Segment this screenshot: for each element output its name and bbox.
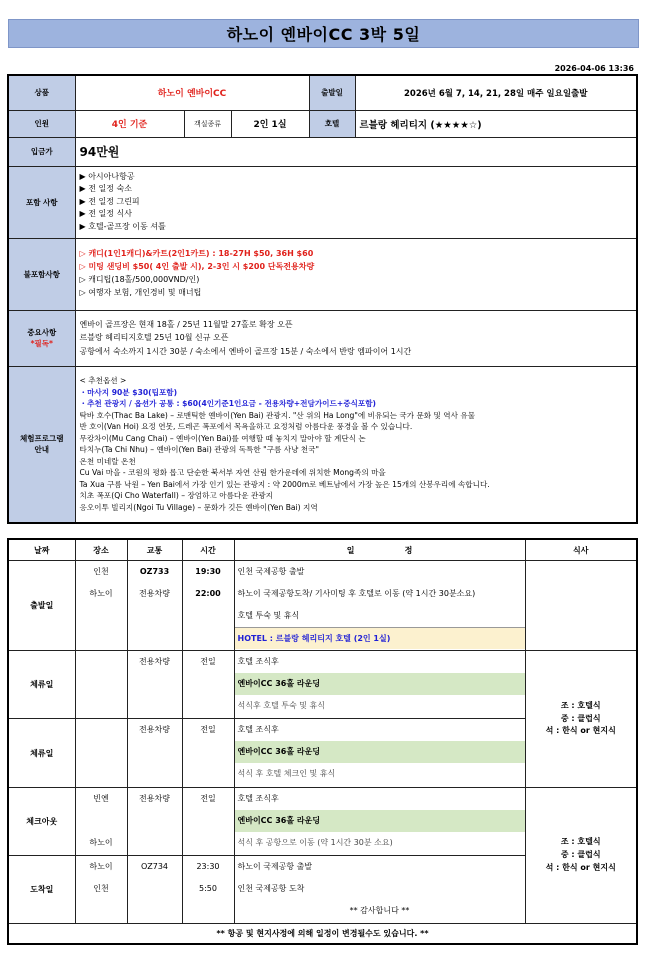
info-table — [7, 74, 638, 524]
thanks-note: ** 감사합니다 ** — [349, 906, 410, 915]
experience-label: 체험프로그램 안내 — [8, 366, 75, 523]
day-label: 도착일 — [8, 856, 75, 924]
meal-lunch: 중 : 클럽식 — [560, 850, 601, 860]
time: 23:30 — [196, 862, 220, 871]
itinerary-item: 인천 국제공항 도착 — [237, 884, 305, 893]
experience-item: 응오이투 빌리지(Ngoi Tu Village) – 문화가 깃든 옌바이(Yen Bai) 지역 — [79, 502, 318, 512]
itinerary-item: 인천 국제공항 출발 — [237, 567, 305, 576]
day-itinerary — [234, 719, 525, 788]
page-title: 하노이 옌바이CC 3박 5일 — [8, 19, 639, 48]
place: 인천 — [93, 567, 109, 576]
place: 빈옌 — [93, 794, 109, 803]
departure-value: 2026년 6월 7, 14, 21, 28일 매주 일요일출발 — [355, 75, 637, 110]
excluded-list — [75, 238, 637, 310]
important-item: 르블랑 헤리티지호텔 25년 10월 신규 오픈 — [79, 333, 229, 343]
day-transport — [127, 651, 182, 719]
day-meal — [525, 788, 637, 924]
day-times — [182, 651, 234, 719]
time: 전일 — [200, 725, 216, 734]
day-transport — [127, 719, 182, 788]
print-date: 2026-04-06 13:36 — [554, 64, 634, 73]
time: 5:50 — [199, 884, 217, 893]
day-places — [75, 788, 127, 856]
itinerary-item: 석식 후 공항으로 이동 (약 1시간 30분 소요) — [237, 838, 393, 847]
golf-highlight: 옌바이CC 36홀 라운딩 — [235, 810, 525, 832]
hotel-label: 호텔 — [309, 110, 355, 137]
included-label: 포함 사항 — [8, 166, 75, 238]
day-transport — [127, 561, 182, 651]
day-label: 출발일 — [8, 561, 75, 651]
departure-label: 출발일 — [309, 75, 355, 110]
day-itinerary — [234, 788, 525, 856]
important-list — [75, 310, 637, 366]
meal-dinner: 석 : 한식 or 현지식 — [545, 862, 616, 872]
golf-highlight: 옌바이CC 36홀 라운딩 — [235, 673, 525, 695]
excluded-item: ▷ 미팅 샌딩비 $50( 4인 출발 시), 2-3인 시 $200 단독전용차량 — [79, 262, 315, 272]
day-times — [182, 719, 234, 788]
meal-breakfast: 조 : 호텔식 — [560, 700, 601, 710]
header-itinerary: 일 정 — [234, 539, 525, 561]
included-list — [75, 166, 637, 238]
included-item: ▶ 아시아나항공 — [79, 172, 135, 182]
important-label: 중요사항 — [27, 328, 57, 337]
day-label: 체크아웃 — [8, 788, 75, 856]
room-label: 객실종류 — [184, 110, 231, 137]
place: 하노이 — [89, 589, 113, 598]
important-label-cell — [8, 310, 75, 366]
meal-lunch: 중 : 클럽식 — [560, 713, 601, 723]
day-transport — [127, 788, 182, 856]
included-item: ▶ 호텔-골프장 이동 셔틀 — [79, 221, 166, 231]
excluded-label: 불포함사항 — [8, 238, 75, 310]
day-label: 체류일 — [8, 719, 75, 788]
day-itinerary — [234, 856, 525, 924]
included-item: ▶ 전 일정 식사 — [79, 209, 132, 219]
itinerary-item: 호텔 조식후 — [237, 657, 279, 666]
experience-item: Cu Vai 마을 - 코원의 평화 롭고 단순한 북서부 자연 산림 한가운데에 위치한 Mong족의 마을 — [79, 468, 386, 478]
experience-heading: < 추천옵션 > — [79, 376, 127, 386]
schedule-footer: ** 항공 및 현지사정에 의해 일정이 변경될수도 있습니다. ** — [8, 924, 637, 944]
experience-item: Ta Xua 구름 낙원 – Yen Bai에서 가장 인기 있는 관광지 : 약 2000m로 베트남에서 가장 높은 15개의 산봉우리에 속합니다. — [79, 479, 490, 489]
time: 전일 — [200, 794, 216, 803]
product-value: 하노이 옌바이CC — [75, 75, 309, 110]
day-label: 체류일 — [8, 651, 75, 719]
itinerary-item: 하노이 국제공항 출발 — [237, 862, 313, 871]
meal-dinner: 석 : 한식 or 현지식 — [545, 726, 616, 736]
itinerary-item: 석식후 호텔 투숙 및 휴식 — [237, 701, 325, 710]
header-day: 날짜 — [8, 539, 75, 561]
itinerary-item: 호텔 투숙 및 휴식 — [237, 611, 300, 620]
flight-code: OZ734 — [140, 862, 169, 871]
header-place: 장소 — [75, 539, 127, 561]
day-transport — [127, 856, 182, 924]
day-itinerary — [234, 561, 525, 651]
excluded-item: ▷ 캐디(1인1캐디)&카트(2인1카트) : 18-27H $50, 36H $60 — [79, 249, 314, 259]
room-value: 2인 1실 — [231, 110, 309, 137]
excluded-item: ▷ 캐디팁(18홀/500,000VND/인) — [79, 275, 200, 284]
people-label: 인원 — [8, 110, 75, 137]
product-label: 상품 — [8, 75, 75, 110]
important-item: 공항에서 숙소까지 1시간 30분 / 숙소에서 옌바이 골프장 15분 / 숙소에서 반랑 엠파이어 1시간 — [79, 346, 412, 356]
experience-list — [75, 366, 637, 523]
price-value: 94만원 — [75, 137, 637, 166]
transport: 전용차량 — [139, 725, 170, 734]
day-places — [75, 719, 127, 788]
important-sub-label: *필독* — [30, 339, 53, 348]
transport: 전용차량 — [139, 657, 170, 666]
header-meal: 식사 — [525, 539, 637, 561]
day-itinerary — [234, 651, 525, 719]
place: 인천 — [93, 884, 109, 893]
day-places — [75, 651, 127, 719]
day-times — [182, 561, 234, 651]
time: 22:00 — [195, 589, 221, 598]
place: 하노이 — [89, 838, 113, 847]
header-transport: 교통 — [127, 539, 182, 561]
hotel-value: 르블랑 헤리티지 (★★★★☆) — [355, 110, 637, 137]
place: 하노이 — [89, 862, 113, 871]
experience-item: 치초 폭포(Qi Cho Waterfall) – 장엄하고 아름다운 관광지 — [79, 491, 273, 501]
experience-item: 무캉차이(Mu Cang Chai) – 옌바이(Yen Bai)를 여행할 때 놓치지 말아야 할 계단식 논 — [79, 433, 366, 443]
transport: 전용차량 — [139, 589, 170, 598]
meal-breakfast: 조 : 호텔식 — [560, 837, 601, 847]
day-times — [182, 788, 234, 856]
experience-item: 타치누(Ta Chi Nhu) – 옌바이(Yen Bai) 관광의 독특한 "구름 사냥 천국" — [79, 445, 319, 455]
experience-item: 탁바 호수(Thac Ba Lake) – 로맨틱한 옌바이(Yen Bai) 관광지. "산 위의 Ha Long"에 비유되는 국가 문화 및 역사 유물 — [79, 410, 476, 420]
experience-option: ・마사지 90분 $30(팁포함) — [79, 387, 178, 397]
itinerary-item: 석식 후 호텔 체크인 및 휴식 — [237, 769, 336, 778]
time: 전일 — [200, 657, 216, 666]
day-meal — [525, 651, 637, 788]
day-meal — [525, 561, 637, 651]
people-value: 4인 기준 — [75, 110, 184, 137]
transport: 전용차량 — [139, 794, 170, 803]
flight-code: OZ733 — [139, 567, 170, 576]
important-item: 옌바이 골프장은 현재 18홀 / 25년 11월말 27홀로 확장 오픈 — [79, 319, 293, 329]
experience-item: 온천 미네랄 온천 — [79, 456, 136, 466]
itinerary-item: 호텔 조식후 — [237, 794, 279, 803]
schedule-table — [7, 538, 638, 945]
excluded-item: ▷ 여행자 보험, 개인경비 및 매너팁 — [79, 287, 202, 297]
day-times — [182, 856, 234, 924]
itinerary-item: 하노이 국제공항도착/ 기사미팅 후 호텔로 이동 (약 1시간 30분소요) — [237, 589, 476, 598]
day-places — [75, 856, 127, 924]
itinerary-item: 호텔 조식후 — [237, 725, 279, 734]
time: 19:30 — [195, 567, 221, 576]
experience-item: 반 호이(Van Hoi) 요정 연못, 드레곤 폭포에서 목욕을하고 요정처럼 아름다운 풍경을 볼 수 있습니다. — [79, 422, 413, 432]
day-places — [75, 561, 127, 651]
golf-highlight: 옌바이CC 36홀 라운딩 — [235, 741, 525, 763]
experience-option: ・추천 관광지 / 옵션가 공통 : $60(4인기준1인요금 - 전용차량+전담가이드+중식포함) — [79, 399, 377, 409]
included-item: ▶ 전 일정 숙소 — [79, 184, 132, 194]
header-time: 시간 — [182, 539, 234, 561]
hotel-highlight: HOTEL : 르블랑 헤리티지 호텔 (2인 1실) — [235, 627, 525, 649]
included-item: ▶ 전 일정 그린피 — [79, 196, 140, 206]
price-label: 입금가 — [8, 137, 75, 166]
